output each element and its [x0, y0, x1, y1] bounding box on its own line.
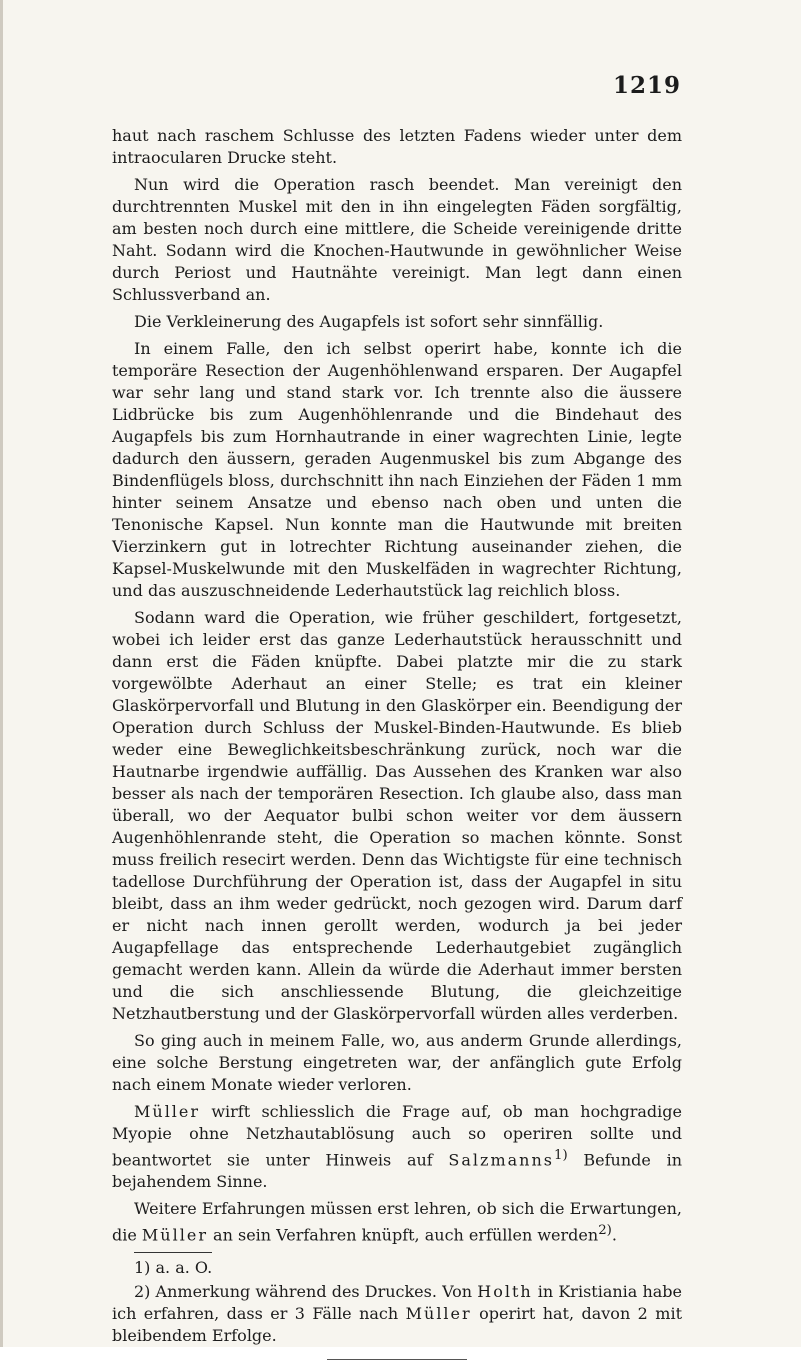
paragraph-4: In einem Falle, den ich selbst operirt habe, konnte ich die temporäre Resection der Augenhöhlenwand ersparen. Der Augapfel war sehr lang und stand stark vor. Ich trennte also die äussere Lidbrücke bis zum Augenhöhlenrande und die Bindehaut des Augapfels bis zum Hornhautrande in einer wagrechten Linie, legte dadurch den äussern, geraden Augenmuskel bis zum Abgange des Bindenflügels bloss, durchschnitt ihn nach Einziehen der Fäden 1 mm hinter seinem Ansatze und ebenso nach oben und unten die Tenonische Kapsel. Nun konnte man die Hautwunde mit breiten Vierzinkern gut in lotrechter Richtung auseinander ziehen, die Kapsel-Muskelwunde mit den Muskelfäden in wagrechter Richtung, und das auszuschneidende Lederhautstück lag reichlich bloss. [112, 339, 682, 600]
paragraph-last-text-1: Weitere Erfahrungen müssen erst lehren, ob sich die Erwartungen, die [112, 1199, 682, 1245]
footnote-ref-2: 2) [598, 1223, 612, 1239]
paragraph-muller-text-2: Befunde in bejahendem Sinne. [112, 1150, 682, 1192]
paragraph-3: Die Verkleinerung des Augapfels ist sofort sehr sinnfällig. [134, 312, 604, 331]
page-edge-shadow [0, 0, 3, 1347]
footnote-2-text-b: in Kristiania habe ich erfahren, dass er 3 Fälle nach [112, 1281, 683, 1323]
paragraph-last-end: . [611, 1225, 617, 1245]
author-name-muller-2: Müller [141, 1225, 208, 1245]
footnote-2-name-holth: Holth [477, 1281, 533, 1301]
paragraph-5: Sodann ward die Operation, wie früher geschildert, fortgesetzt, wobei ich leider erst das ganze Lederhautstück herausschnitt und dann erst die Fäden knüpfte. Dabei platzte mir die zu stark vorgewölbte Aderhaut an einer Stelle; es trat ein kleiner Glaskörpervorfall und Blutung in den Glaskörper ein. Beendigung der Operation durch Schluss der Muskel-Binden-Hautwunde. Es blieb weder eine Beweglichkeitsbeschränkung zurück, noch war die Hautnarbe irgendwie auffällig. Das Aussehen des Kranken war also besser als nach der temporären Resection. Ich glaube also, dass man überall, wo der Aequator bulbi schon weiter vor dem äussern Augenhöhlenrande steht, die Operation so machen könnte. Sonst muss freilich resecirt werden. Denn das Wichtigste für eine technisch tadellose Durchführung der Operation ist, dass der Augapfel in situ bleibt, dass an ihm weder gedrückt, noch gezogen wird. Darum darf er nicht nach innen gerollt werden, wodurch ja bei jeder Augapfellage das entsprechende Lederhautgebiet zugänglich gemacht werden kann. Allein da würde die Aderhaut immer bersten und die sich anschliessende Blutung, die gleichzeitige Netzhautberstung und der Glaskörpervorfall würden alles verderben. [112, 608, 682, 1023]
footnote-2 [112, 1281, 682, 1347]
paragraph-muller [112, 1101, 682, 1193]
footnote-2-name-muller: Müller [405, 1303, 472, 1323]
paragraph-muller-text-1: wirft schliesslich die Frage auf, ob man hochgradige Myopie ohne Netzhautablösung auch so operiren sollte und beantwortet sie unter Hinweis auf [112, 1102, 682, 1170]
paragraph-2: Nun wird die Operation rasch beendet. Man vereinigt den durchtrennten Muskel mit den in ihn eingelegten Fäden sorgfältig, am besten noch durch eine mittlere, die Scheide vereinigende dritte Naht. Sodann wird die Knochen-Hautwunde in gewöhnlicher Weise durch Periost und Hautnähte vereinigt. Man legt dann einen Schlussverband an. [112, 175, 682, 304]
footnotes [112, 1252, 682, 1360]
paragraph-1: haut nach raschem Schlusse des letzten Fadens wieder unter dem intraocularen Drucke steht. [112, 126, 682, 167]
footnote-1: 1) a. a. O. [134, 1257, 213, 1277]
paragraph-6: So ging auch in meinem Falle, wo, aus anderm Grunde allerdings, eine solche Berstung eingetreten war, der anfänglich gute Erfolg nach einem Monate wieder verloren. [112, 1031, 682, 1094]
page-number: 1219 [612, 72, 681, 99]
paragraph-last-text-2: an sein Verfahren knüpft, auch erfüllen werden [207, 1225, 599, 1245]
author-name-salzmann: Salzmanns [448, 1150, 554, 1170]
paragraph-last [112, 1198, 682, 1246]
body-text [112, 125, 682, 1360]
footnote-ref-1: 1) [554, 1148, 568, 1163]
footnote-2-text-a: 2) Anmerkung während des Druckes. Von [134, 1281, 478, 1301]
footnote-rule [134, 1252, 212, 1253]
footnote-2-text-c: operirt hat, davon 2 mit bleibendem Erfolge. [112, 1303, 682, 1345]
author-name: Müller [134, 1102, 201, 1121]
